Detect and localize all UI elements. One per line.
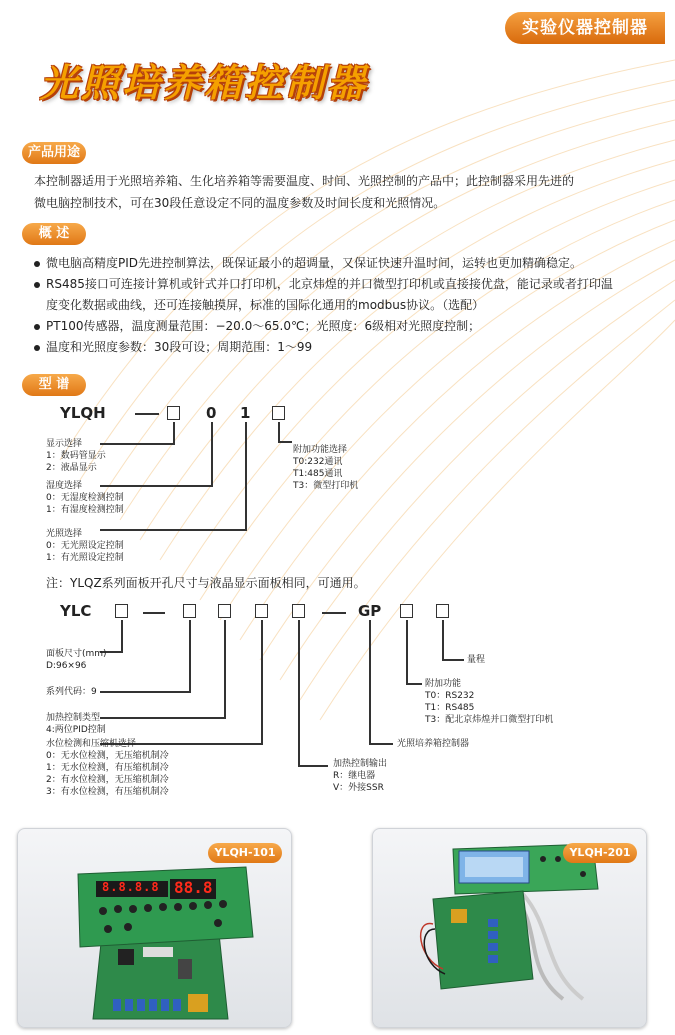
section-overview: 概 述	[22, 223, 86, 245]
usage-line-2: 微电脑控制技术，可在30段任意设定不同的温度参数及时间长度和光照情况。	[34, 196, 446, 210]
ylc-panel-desc: 面板尺寸(mm) D:96×96	[46, 649, 107, 671]
overview-list	[34, 253, 669, 358]
bullet-dot	[34, 261, 40, 267]
ylc-prefix: YLC	[60, 602, 92, 620]
ylc-range-desc: 量程	[467, 655, 486, 665]
ylc-gp: GP	[358, 602, 382, 620]
ylc-addon-desc: 附加功能 T0：RS232 T1：RS485 T3：配北京炜煌并口微型打印机	[425, 679, 554, 725]
ylqh-addon-desc: 附加功能选择 T0:232通讯 T1:485通讯 T3：微型打印机	[293, 445, 359, 491]
code-dash	[322, 612, 346, 614]
product-photo-ylqh-201	[372, 828, 647, 1028]
overview-item-3: PT100传感器，温度测量范围：−20.0～65.0℃；光照度：6级相对光照度控制；	[34, 316, 669, 337]
ylc-panel-box	[115, 604, 128, 618]
ylc-addon-box	[400, 604, 413, 618]
usage-paragraph	[34, 170, 664, 214]
ylc-heat-type-desc: 加热控制类型 4:两位PID控制	[46, 713, 106, 735]
section-model: 型 谱	[22, 374, 86, 396]
ylc-heat-output-box	[292, 604, 305, 618]
overview-item-1: 微电脑高精度PID先进控制算法，既保证最小的超调量，又保证快速升温时间，运转也更加精确稳定。	[34, 253, 669, 274]
category-badge: 实验仪器控制器	[505, 12, 665, 44]
overview-item-2: RS485接口可连接计算机或针式并口打印机，北京炜煌的并口微型打印机或直接接优盘，能记录或者打印温	[34, 274, 669, 295]
ylc-series-desc: 系列代码：9	[46, 687, 97, 697]
ylqh-addon-box	[272, 406, 285, 420]
ylqh-digit-1: 0	[206, 404, 217, 422]
ylqh-humidity-desc: 湿度选择 0：无湿度检测控制 1：有湿度检测控制	[46, 481, 124, 515]
overview-item-4: 温度和光照度参数：30段可设；周期范围：1～99	[34, 337, 669, 358]
overview-item-2-cont: 度变化数据或曲线，还可连接触摸屏，标准的国际化通用的modbus协议。（选配）	[46, 298, 485, 312]
ylc-water-box	[255, 604, 268, 618]
code-dash	[143, 612, 165, 614]
product-photo-ylqh-101	[17, 828, 292, 1028]
ylc-water-desc: 水位检测和压缩机选择 0：无水位检测，无压缩机制冷 1：无水位检测，有压缩机制冷 2：有水位检测，无压缩机制冷 3：有水位检测，有压缩机制冷	[46, 739, 169, 797]
ylqh-display-box	[167, 406, 180, 420]
page-title: 光照培养箱控制器	[40, 61, 369, 105]
ylc-light-box-desc: 光照培养箱控制器	[397, 739, 470, 749]
photo-tag-ylqh-201: YLQH-201	[563, 843, 637, 863]
ylqh-display-desc: 显示选择 1：数码管显示 2：液晶显示	[46, 439, 106, 473]
usage-line-1: 本控制器适用于光照培养箱、生化培养箱等需要温度、时间、光照控制的产品中；此控制器采用先进的	[34, 174, 575, 188]
code-dash	[135, 413, 159, 415]
ylqh-prefix: YLQH	[60, 404, 106, 422]
bullet-dot	[34, 324, 40, 330]
ylc-range-box	[436, 604, 449, 618]
ylc-heat-type-box	[218, 604, 231, 618]
ylc-series-box	[183, 604, 196, 618]
bullet-dot	[34, 282, 40, 288]
bullet-dot	[34, 345, 40, 351]
ylqh-light-desc: 光照选择 0：无光照设定控制 1：有光照设定控制	[46, 529, 124, 563]
seven-segment-display-b: 88.8	[174, 878, 213, 897]
photo-tag-ylqh-101: YLQH-101	[208, 843, 282, 863]
ylqh-digit-2: 1	[240, 404, 251, 422]
ylc-heat-output-desc: 加热控制输出 R：继电器 V：外接SSR	[333, 759, 388, 793]
compatibility-note: 注：YLQZ系列面板开孔尺寸与液晶显示面板相同，可通用。	[46, 576, 366, 590]
seven-segment-display-a: 8.8.8.8	[102, 880, 160, 894]
section-usage: 产品用途	[22, 142, 86, 164]
